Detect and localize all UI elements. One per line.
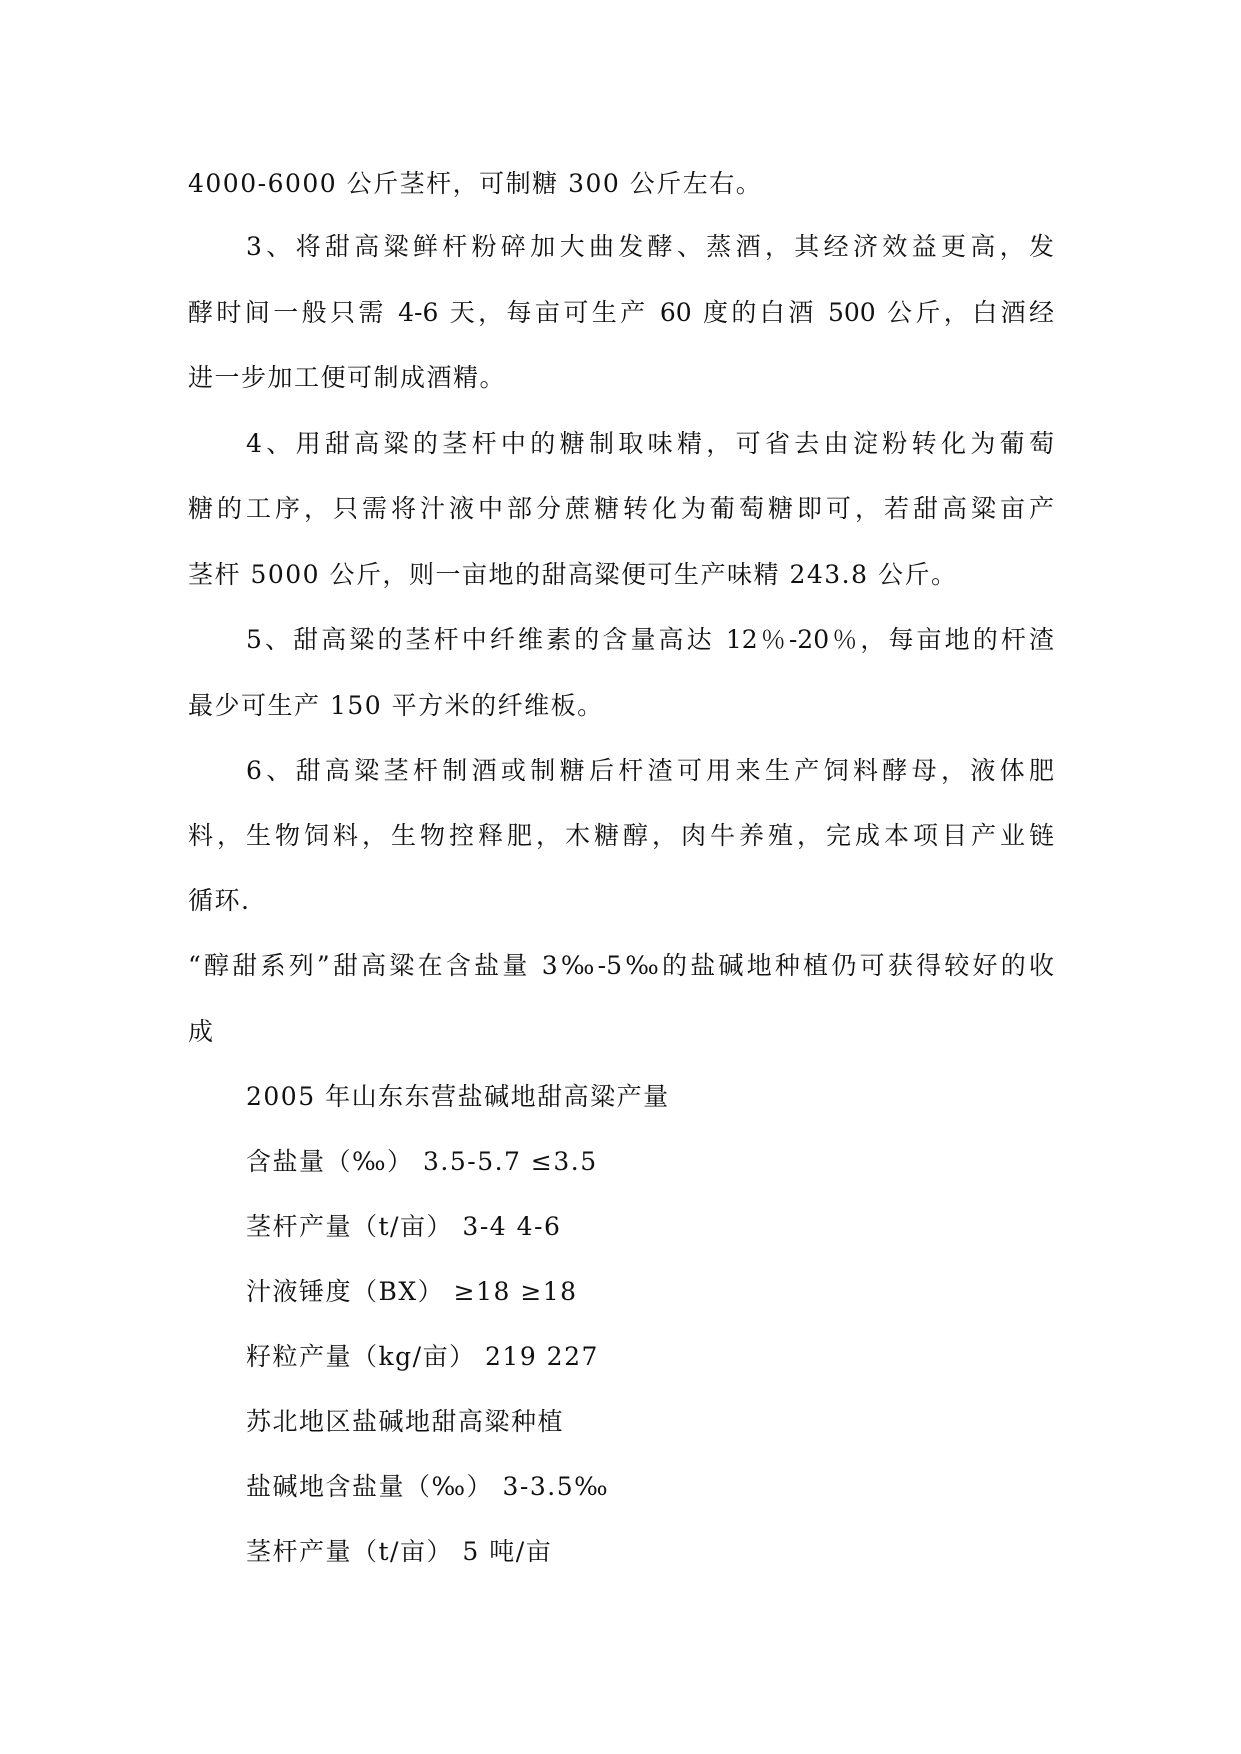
table-row: 含盐量（‰） 3.5-5.7 ≤3.5	[246, 1147, 598, 1176]
section-title: 苏北地区盐碱地甜高粱种植	[246, 1407, 565, 1436]
paragraph-line: 糖的工序，只需将汁液中部分蔗糖转化为葡萄糖即可，若甜高粱亩产	[188, 494, 1054, 523]
paragraph-line: 3、将甜高粱鲜杆粉碎加大曲发酵、蒸酒，其经济效益更高，发	[246, 232, 1054, 261]
paragraph-line: 5、甜高粱的茎杆中纤维素的含量高达 12％-20％，每亩地的杆渣	[246, 625, 1054, 654]
paragraph-line: 酵时间一般只需 4-6 天，每亩可生产 60 度的白酒 500 公斤，白酒经	[188, 298, 1054, 327]
paragraph-line: 成	[188, 1017, 215, 1046]
paragraph-line: 4000-6000 公斤茎杆，可制糖 300 公斤左右。	[188, 169, 763, 198]
paragraph-line: 4、用甜高粱的茎杆中的糖制取味精，可省去由淀粉转化为葡萄	[246, 429, 1054, 458]
table-title: 2005 年山东东营盐碱地甜高粱产量	[246, 1082, 670, 1111]
paragraph-line: 循环.	[188, 886, 251, 915]
paragraph-line: 6、甜高粱茎杆制酒或制糖后杆渣可用来生产饲料酵母，液体肥	[246, 756, 1054, 785]
table-row: 籽粒产量（kg/亩） 219 227	[246, 1342, 599, 1371]
table-row: 茎杆产量（t/亩） 3-4 4-6	[246, 1212, 562, 1241]
table-row: 茎杆产量（t/亩） 5 吨/亩	[246, 1537, 553, 1566]
paragraph-line: 茎杆 5000 公斤，则一亩地的甜高粱便可生产味精 243.8 公斤。	[188, 560, 958, 589]
table-row: 汁液锤度（BX） ≥18 ≥18	[246, 1277, 578, 1306]
paragraph-line: 进一步加工便可制成酒精。	[188, 363, 507, 392]
paragraph-line: “醇甜系列”甜高粱在含盐量 3‰-5‰的盐碱地种植仍可获得较好的收	[188, 951, 1054, 980]
paragraph-line: 最少可生产 150 平方米的纤维板。	[188, 691, 604, 720]
table-row: 盐碱地含盐量（‰） 3-3.5‰	[246, 1472, 610, 1501]
paragraph-line: 料，生物饲料，生物控释肥，木糖醇，肉牛养殖，完成本项目产业链	[188, 821, 1054, 850]
